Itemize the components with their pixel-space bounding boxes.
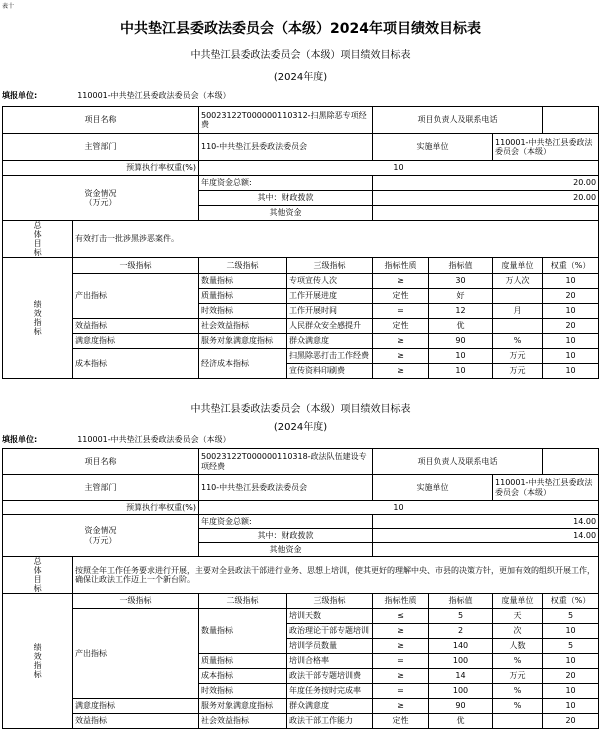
weight: 20 xyxy=(543,714,599,729)
other-value xyxy=(373,206,599,221)
value: 10 xyxy=(429,364,493,379)
value: 100 xyxy=(429,654,493,669)
table-row xyxy=(3,221,599,258)
lvl3: 培训天数 xyxy=(287,609,373,624)
value: 140 xyxy=(429,639,493,654)
value: 90 xyxy=(429,699,493,714)
contact-label: 项目负责人及联系电话 xyxy=(373,449,543,475)
lvl2: 数量指标 xyxy=(199,274,287,289)
overall-text: 有效打击一批涉黑涉恶案件。 xyxy=(73,221,599,258)
nature: ≥ xyxy=(373,624,429,639)
annual-total-value: 20.00 xyxy=(373,176,599,191)
impl-label: 实施单位 xyxy=(373,475,493,501)
lvl1-satisfaction: 满意度指标 xyxy=(73,334,199,349)
table2-unit-row xyxy=(2,434,231,445)
header-unit: 度量单位 xyxy=(493,258,543,274)
unit-label: 填报单位: xyxy=(2,91,38,100)
value: 12 xyxy=(429,304,493,319)
unit-value: 110001-中共垫江县委政法委员会（本级） xyxy=(77,435,231,444)
unit: 万元 xyxy=(493,349,543,364)
header-unit: 度量单位 xyxy=(493,594,543,609)
dept-label: 主管部门 xyxy=(3,475,199,501)
lvl3: 群众满意度 xyxy=(287,334,373,349)
table1-unit-row xyxy=(2,90,231,101)
header-nature: 指标性质 xyxy=(373,594,429,609)
unit: 月 xyxy=(493,304,543,319)
lvl3: 群众满意度 xyxy=(287,699,373,714)
unit: % xyxy=(493,334,543,349)
fiscal-value: 14.00 xyxy=(373,529,599,543)
header-weight: 权重（%） xyxy=(543,258,599,274)
unit-label: 填报单位: xyxy=(2,435,38,444)
fiscal-label: 其中：财政拨款 xyxy=(199,529,373,543)
lvl2: 质量指标 xyxy=(199,289,287,304)
funds-label: 资金情况 （万元） xyxy=(3,176,199,221)
lvl3: 工作开展进度 xyxy=(287,289,373,304)
annual-total-value: 14.00 xyxy=(373,515,599,529)
nature: 定性 xyxy=(373,714,429,729)
weight: 20 xyxy=(543,319,599,334)
unit: 万元 xyxy=(493,669,543,684)
header-lvl3: 三级指标 xyxy=(287,258,373,274)
table-row xyxy=(3,475,599,501)
other-label: 其他资金 xyxy=(199,206,373,221)
lvl2: 社会效益指标 xyxy=(199,714,287,729)
impl-value: 110001-中共垫江县委政法委员会（本级） xyxy=(493,134,599,161)
value: 90 xyxy=(429,334,493,349)
weight-label: 预算执行率权重(%) xyxy=(3,161,199,176)
value: 100 xyxy=(429,684,493,699)
lvl2: 时效指标 xyxy=(199,304,287,319)
lvl3: 培训学员数量 xyxy=(287,639,373,654)
weight: 10 xyxy=(543,334,599,349)
fiscal-label: 其中：财政拨款 xyxy=(199,191,373,206)
weight: 10 xyxy=(543,304,599,319)
header-lvl1: 一级指标 xyxy=(73,258,199,274)
unit: % xyxy=(493,684,543,699)
other-value xyxy=(373,543,599,557)
header-weight: 权重（%） xyxy=(543,594,599,609)
impl-value: 110001-中共垫江县委政法委员会（本级） xyxy=(493,475,599,501)
header-lvl2: 二级指标 xyxy=(199,258,287,274)
value: 好 xyxy=(429,289,493,304)
weight: 10 xyxy=(543,654,599,669)
lvl1-satisfaction: 满意度指标 xyxy=(73,699,199,714)
value: 2 xyxy=(429,624,493,639)
value: 优 xyxy=(429,714,493,729)
table-row xyxy=(3,515,599,529)
table-row xyxy=(3,319,599,334)
table-row xyxy=(3,699,599,714)
lvl3: 工作开展时间 xyxy=(287,304,373,319)
nature: = xyxy=(373,684,429,699)
other-label: 其他资金 xyxy=(199,543,373,557)
lvl3: 宣传资料印刷费 xyxy=(287,364,373,379)
unit: 次 xyxy=(493,624,543,639)
weight-value: 10 xyxy=(199,501,599,515)
nature: ≥ xyxy=(373,274,429,289)
unit: 人数 xyxy=(493,639,543,654)
weight: 10 xyxy=(543,684,599,699)
weight: 10 xyxy=(543,349,599,364)
perf-label: 绩效指标 xyxy=(3,258,73,379)
value: 14 xyxy=(429,669,493,684)
weight: 20 xyxy=(543,289,599,304)
table-row xyxy=(3,501,599,515)
table-row xyxy=(3,274,599,289)
weight-label: 预算执行率权重(%) xyxy=(3,501,199,515)
table-row xyxy=(3,258,599,274)
lvl1-output: 产出指标 xyxy=(73,609,199,699)
lvl3: 年度任务按时完成率 xyxy=(287,684,373,699)
table-row xyxy=(3,449,599,475)
nature: = xyxy=(373,654,429,669)
lvl2: 时效指标 xyxy=(199,684,287,699)
lvl2: 数量指标 xyxy=(199,609,287,654)
lvl3: 政法干部专题培训费 xyxy=(287,669,373,684)
nature: ≥ xyxy=(373,639,429,654)
table-row xyxy=(3,557,599,594)
project-name-label: 项目名称 xyxy=(3,449,199,475)
weight: 10 xyxy=(543,364,599,379)
overall-text: 按照全年工作任务要求进行开展，主要对全县政法干部进行业务、思想上培训，使其更好的理解中央、市县的决策方针，更加有效的组织开展工作，确保让政法工作迈上一个新台阶。 xyxy=(73,557,599,594)
value: 10 xyxy=(429,349,493,364)
unit-value: 110001-中共垫江县委政法委员会（本级） xyxy=(77,91,231,100)
lvl2: 社会效益指标 xyxy=(199,319,287,334)
overall-label: 总体目标 xyxy=(3,557,73,594)
lvl3: 政治理论干部专题培训 xyxy=(287,624,373,639)
table-row xyxy=(3,161,599,176)
lvl2: 成本指标 xyxy=(199,669,287,684)
project-name-label: 项目名称 xyxy=(3,107,199,134)
project-name-value: 50023122T000000110312-扫黑除恶专项经费 xyxy=(199,107,373,134)
fiscal-value: 20.00 xyxy=(373,191,599,206)
weight: 10 xyxy=(543,624,599,639)
header-nature: 指标性质 xyxy=(373,258,429,274)
table1-year: (2024年度) xyxy=(273,72,328,83)
header-lvl1: 一级指标 xyxy=(73,594,199,609)
dept-value: 110-中共垫江县委政法委员会 xyxy=(199,475,373,501)
value: 5 xyxy=(429,609,493,624)
lvl3: 政法干部工作能力 xyxy=(287,714,373,729)
lvl3: 专项宣传人次 xyxy=(287,274,373,289)
table-row xyxy=(3,609,599,624)
unit xyxy=(493,319,543,334)
weight: 10 xyxy=(543,699,599,714)
dept-label: 主管部门 xyxy=(3,134,199,161)
table2-year: (2024年度) xyxy=(273,422,328,433)
impl-label: 实施单位 xyxy=(373,134,493,161)
lvl2: 服务对象满意度指标 xyxy=(199,334,287,349)
header-value: 指标值 xyxy=(429,594,493,609)
weight: 5 xyxy=(543,639,599,654)
funds-label: 资金情况 （万元） xyxy=(3,515,199,557)
table-row xyxy=(3,349,599,364)
annual-total-label: 年度资金总额: xyxy=(199,515,373,529)
unit: 万元 xyxy=(493,364,543,379)
nature: ≥ xyxy=(373,669,429,684)
lvl1-benefit: 效益指标 xyxy=(73,714,199,729)
nature: = xyxy=(373,304,429,319)
contact-label: 项目负责人及联系电话 xyxy=(373,107,543,134)
lvl1-cost: 成本指标 xyxy=(73,349,199,379)
lvl1-output: 产出指标 xyxy=(73,274,199,319)
table2 xyxy=(2,448,599,729)
unit xyxy=(493,714,543,729)
value: 优 xyxy=(429,319,493,334)
weight: 10 xyxy=(543,274,599,289)
overall-label: 总体目标 xyxy=(3,221,73,258)
nature: ≤ xyxy=(373,609,429,624)
table2-title: 中共垫江县委政法委员会（本级）项目绩效目标表 xyxy=(190,404,411,415)
lvl3: 人民群众安全感提升 xyxy=(287,319,373,334)
value: 30 xyxy=(429,274,493,289)
lvl2: 质量指标 xyxy=(199,654,287,669)
table-row xyxy=(3,107,599,134)
table-row xyxy=(3,594,599,609)
weight: 5 xyxy=(543,609,599,624)
perf-label: 绩效指标 xyxy=(3,594,73,729)
table-row xyxy=(3,134,599,161)
contact-value xyxy=(543,449,599,475)
unit xyxy=(493,289,543,304)
nature: ≥ xyxy=(373,349,429,364)
nature: ≥ xyxy=(373,334,429,349)
weight-value: 10 xyxy=(199,161,599,176)
nature: 定性 xyxy=(373,319,429,334)
page-title: 中共垫江县委政法委员会（本级）2024年项目绩效目标表 xyxy=(120,21,481,37)
unit: 天 xyxy=(493,609,543,624)
header-value: 指标值 xyxy=(429,258,493,274)
dept-value: 110-中共垫江县委政法委员会 xyxy=(199,134,373,161)
contact-value xyxy=(543,107,599,134)
page-tag: 表十 xyxy=(2,3,15,10)
table1 xyxy=(2,106,599,379)
project-name-value: 50023122T000000110318-政法队伍建设专项经费 xyxy=(199,449,373,475)
nature: 定性 xyxy=(373,289,429,304)
table1-title: 中共垫江县委政法委员会（本级）项目绩效目标表 xyxy=(190,50,411,61)
nature: ≥ xyxy=(373,364,429,379)
unit: % xyxy=(493,654,543,669)
lvl2: 经济成本指标 xyxy=(199,349,287,379)
nature: ≥ xyxy=(373,699,429,714)
lvl2: 服务对象满意度指标 xyxy=(199,699,287,714)
annual-total-label: 年度资金总额: xyxy=(199,176,373,191)
table-row xyxy=(3,714,599,729)
lvl1-benefit: 效益指标 xyxy=(73,319,199,334)
header-lvl3: 三级指标 xyxy=(287,594,373,609)
weight: 20 xyxy=(543,669,599,684)
lvl3: 扫黑除恶打击工作经费 xyxy=(287,349,373,364)
unit: % xyxy=(493,699,543,714)
unit: 万人次 xyxy=(493,274,543,289)
header-lvl2: 二级指标 xyxy=(199,594,287,609)
table-row xyxy=(3,176,599,191)
table-row xyxy=(3,334,599,349)
lvl3: 培训合格率 xyxy=(287,654,373,669)
